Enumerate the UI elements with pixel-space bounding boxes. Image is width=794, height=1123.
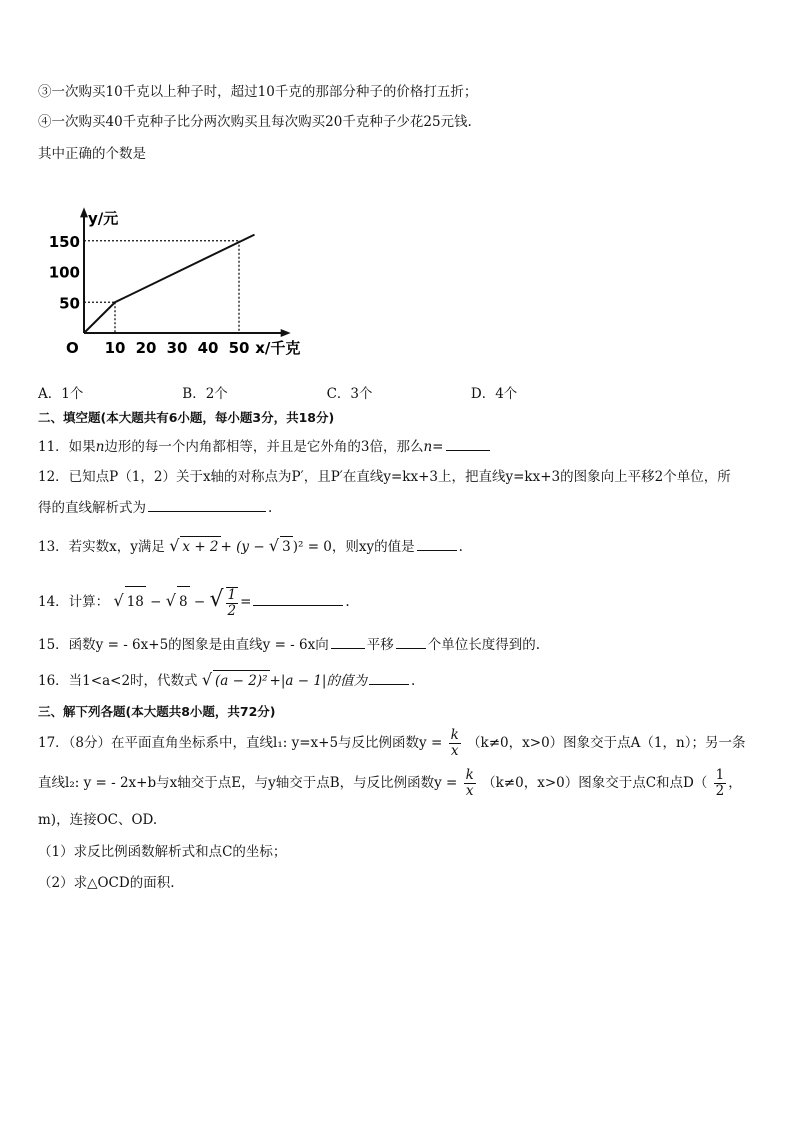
q13-radicand-2: 3	[280, 536, 293, 557]
q14-radicand-2: 8	[177, 586, 190, 617]
sqrt-sign: √	[165, 591, 176, 610]
price-line	[84, 235, 255, 333]
q17-text-2c: ，	[728, 775, 742, 791]
q16-text-a: 16．当1<a<2时，代数式	[38, 673, 198, 689]
q13-radicand: x + 2	[180, 536, 220, 557]
q15-blank-1[interactable]	[331, 634, 365, 649]
q11-blank[interactable]	[446, 436, 490, 451]
x-tick-label: 40	[197, 339, 219, 357]
q11-text-b: 边形的每一个内角都相等，并且是它外角的3倍，那么	[104, 439, 424, 455]
sqrt-sign: √	[201, 670, 213, 689]
q14-fraction	[226, 587, 239, 619]
q13-text-a: 13．若实数x，y满足	[38, 539, 165, 555]
q15-text-b: 平移	[366, 637, 394, 653]
origin-label: O	[66, 339, 79, 357]
q17-text-2b: （k≠0，x>0）图象交于点C和点D（	[482, 775, 708, 791]
q16-radicand: (a − 2)²	[213, 670, 269, 691]
q14-text: 14．计算：	[38, 594, 110, 610]
sqrt-sign: √	[268, 536, 280, 555]
frac-num: 1	[715, 767, 725, 783]
frac-den: 2	[715, 783, 725, 799]
frac-den: x	[450, 743, 459, 759]
question-17-part1: （1）求反比例函数解析式和点C的坐标；	[38, 844, 287, 860]
statement-3: ③一次购买10千克以上种子时，超过10千克的那部分种子的价格打五折；	[38, 84, 478, 100]
q15-text-a: 15．函数y = - 6x+5的图象是由直线y = - 6x向	[38, 637, 329, 653]
answer-options	[38, 384, 764, 404]
x-tick-label: 30	[166, 339, 188, 357]
question-12-line2: 得的直线解析式为 .	[38, 497, 764, 518]
q14-den: 2	[227, 602, 237, 619]
q13-blank[interactable]	[417, 536, 457, 551]
question-15	[38, 634, 764, 655]
q11-var: n	[95, 439, 105, 455]
question-11	[38, 436, 764, 457]
statement-4: ④一次购买40千克种子比分两次购买且每次购买20千克种子少花25元钱.	[38, 114, 472, 130]
q17-fraction-1	[449, 728, 461, 759]
question-17-line1	[38, 726, 764, 760]
y-tick-label: 150	[48, 232, 80, 251]
sqrt-sign: √	[209, 587, 224, 612]
frac-num: k	[465, 767, 474, 783]
question-16: 16．当1<a<2时，代数式 √ (a − 2)² +|a − 1|的值为 .	[38, 670, 416, 689]
q13-expr-b: + (y −	[220, 539, 269, 555]
section-3-heading: 三、解下列各题(本大题共8小题，共72分)	[38, 704, 276, 719]
q14-radicand-1: 18	[125, 586, 146, 617]
y-tick-label: 100	[48, 263, 80, 282]
q14-num: 1	[227, 586, 237, 603]
q14-blank[interactable]	[253, 591, 343, 606]
frac-den: x	[465, 783, 474, 799]
question-17-line3: m)，连接OC、OD.	[38, 812, 158, 828]
q16-blank[interactable]	[369, 670, 409, 685]
question-17-line2	[38, 766, 764, 800]
x-tick-label: 20	[135, 339, 157, 357]
q17-fraction-2	[464, 768, 476, 799]
option-a[interactable]: A．1个	[38, 386, 84, 402]
question-prompt: 其中正确的个数是	[38, 146, 146, 162]
option-b[interactable]: B．2个	[182, 386, 228, 402]
question-13: 13．若实数x，y满足 √ x + 2 + (y − √ 3 )² = 0，则xy的值是 .	[38, 536, 463, 555]
question-12-line1: 12．已知点P（1，2）关于x轴的对称点为P′，且P′在直线y=kx+3上，把直线y=kx+3的图象向上平移2个单位，所	[38, 469, 731, 485]
question-17-part2: （2）求△OCD的面积.	[38, 875, 175, 891]
q12-blank[interactable]	[148, 497, 266, 512]
x-tick-label: 10	[104, 339, 126, 357]
q11-text-a: 11．如果	[38, 439, 96, 455]
q11-eq: n=	[423, 439, 444, 455]
sqrt-sign: √	[113, 591, 124, 610]
y-axis-arrow	[80, 207, 88, 217]
section-2-heading: 二、填空题(本大题共有6小题，每小题3分，共18分)	[38, 410, 335, 425]
x-axis-arrow	[281, 329, 291, 337]
frac-num: k	[450, 727, 459, 743]
q17-fraction-3	[714, 768, 727, 799]
x-tick-label: 50	[228, 339, 250, 357]
option-d[interactable]: D．4个	[470, 386, 518, 402]
q12-text: 得的直线解析式为	[38, 500, 146, 516]
q17-text-1a: 17．（8分）在平面直角坐标系中，直线l₁: y=x+5与反比例函数y =	[38, 735, 443, 751]
q17-text-1b: （k≠0，x>0）图象交于点A（1，n）；另一条	[467, 735, 746, 751]
q16-text-b: +|a − 1|的值为	[269, 673, 367, 689]
q15-blank-2[interactable]	[396, 634, 426, 649]
q13-text-d: )² = 0，则xy的值是	[292, 539, 415, 555]
q17-text-2a: 直线l₂: y = - 2x+b与x轴交于点E，与y轴交于点B，与反比例函数y =	[38, 775, 458, 791]
x-axis-label: x/千克	[255, 339, 301, 357]
question-14: 14．计算： √ 18 − √ 8 − √ $\frac{1}{2}$ = .	[38, 586, 350, 619]
q15-text-c: 个单位长度得到的.	[427, 637, 541, 653]
price-chart	[48, 180, 318, 370]
y-tick-label: 50	[59, 294, 80, 313]
y-axis-label: y/元	[88, 209, 119, 228]
sqrt-sign: √	[169, 536, 180, 555]
option-c[interactable]: C．3个	[326, 386, 373, 402]
